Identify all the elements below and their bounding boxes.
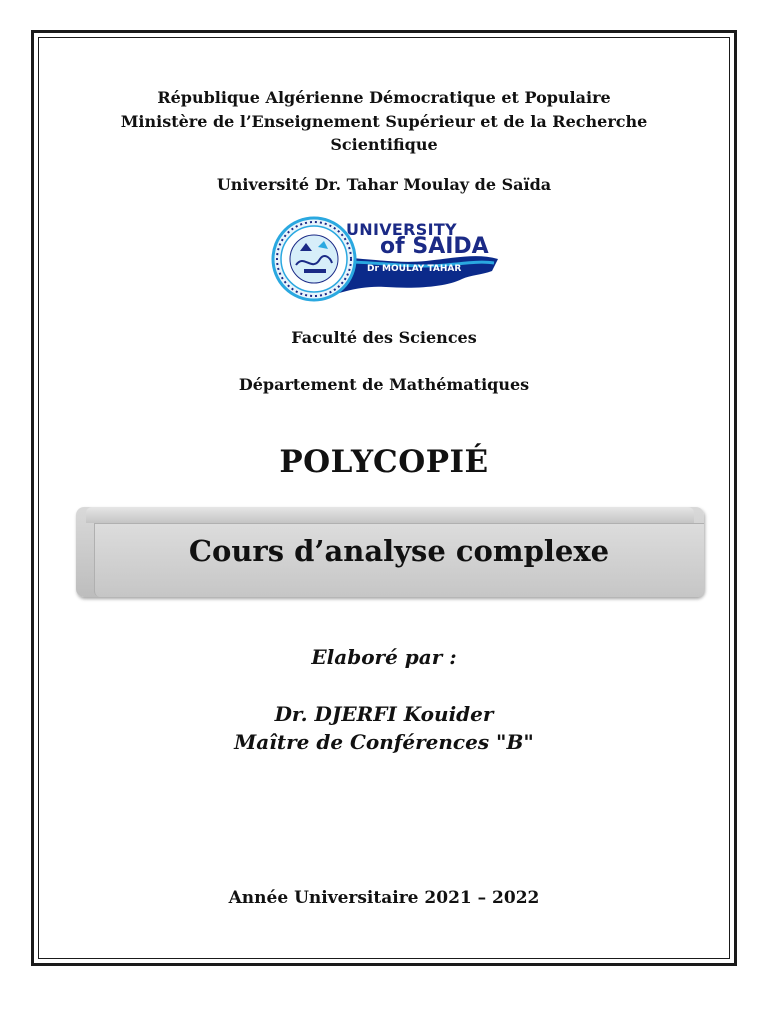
faculty-name: Faculté des Sciences (291, 328, 477, 347)
ministry-heading: Ministère de l’Enseignement Supérieur et de la Recherche (120, 112, 648, 131)
author-rank: Maître de Conférences "B" (234, 730, 534, 754)
document-type-title: POLYCOPIÉ (279, 444, 489, 480)
academic-year: Année Universitaire 2021 – 2022 (228, 888, 540, 908)
page-border (31, 30, 737, 966)
department-name: Département de Mathématiques (238, 375, 530, 394)
university-logo (266, 213, 502, 309)
logo-text-university: UNIVERSITY (346, 220, 457, 239)
republic-heading: République Algérienne Démocratique et Populaire (157, 88, 611, 107)
banner-bevel (86, 507, 694, 523)
prepared-by-label: Elaboré par : (311, 645, 457, 669)
university-name: Université Dr. Tahar Moulay de Saïda (216, 175, 552, 194)
author-name: Dr. DJERFI Kouider (274, 702, 494, 726)
course-title: Cours d’analyse complexe (188, 534, 610, 568)
logo-text-of-saida: of SAIDA (380, 234, 489, 259)
course-title-banner (76, 507, 706, 601)
ministry-heading-continued: Scientifique (330, 135, 438, 154)
logo-text-moulay-tahar: Dr MOULAY TAHAR (367, 264, 462, 274)
